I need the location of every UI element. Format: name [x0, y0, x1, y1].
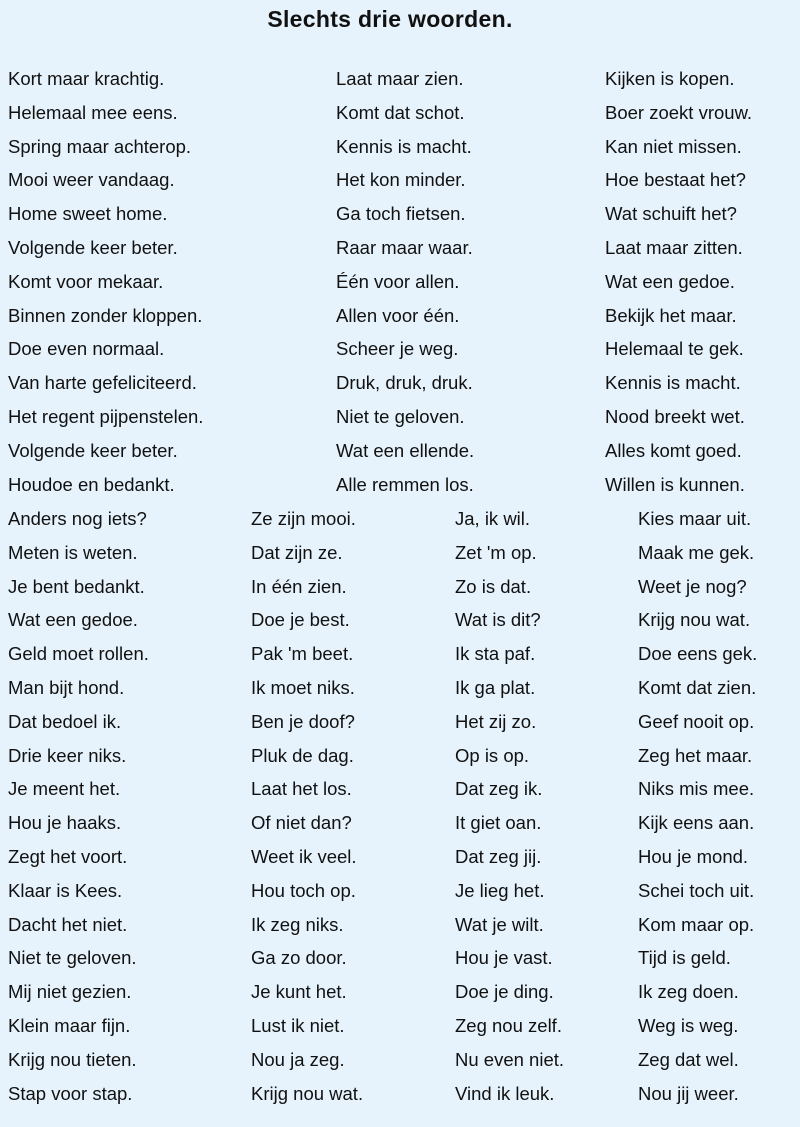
phrase-item: Van harte gefeliciteerd. [8, 372, 197, 394]
phrase-item: Het regent pijpenstelen. [8, 405, 204, 427]
phrase-item: Vind ik leuk. [455, 1082, 555, 1104]
phrase-item: Willen is kunnen. [605, 473, 745, 495]
phrase-item: Dacht het niet. [8, 913, 128, 935]
phrase-item: Ga toch fietsen. [336, 203, 466, 225]
phrase-item: Je meent het. [8, 778, 121, 800]
phrase-item: Kennis is macht. [605, 372, 741, 394]
phrase-item: Wat je wilt. [455, 913, 544, 935]
phrase-item: Schei toch uit. [638, 879, 755, 901]
phrase-item: Nood breekt wet. [605, 405, 745, 427]
phrase-item: Alle remmen los. [336, 473, 474, 495]
phrase-item: Dat bedoel ik. [8, 710, 122, 732]
phrase-item: Krijg nou wat. [638, 609, 751, 631]
phrase-item: Zet 'm op. [455, 541, 537, 563]
phrase-item: Kijk eens aan. [638, 812, 755, 834]
phrase-item: Mooi weer vandaag. [8, 169, 175, 191]
phrase-item: Geef nooit op. [638, 710, 755, 732]
phrase-item: Ga zo door. [251, 947, 347, 969]
phrase-item: Hou je mond. [638, 845, 749, 867]
phrase-item: Meten is weten. [8, 541, 138, 563]
phrase-item: Ik zeg niks. [251, 913, 344, 935]
phrase-item: Kennis is macht. [336, 135, 472, 157]
phrase-column-bottom-1 [8, 502, 149, 1110]
phrase-item: Niet te geloven. [8, 947, 137, 969]
phrase-item: Nou ja zeg. [251, 1048, 345, 1070]
phrase-item: Nou jij weer. [638, 1082, 739, 1104]
phrase-item: Hoe bestaat het? [605, 169, 746, 191]
phrase-item: Één voor allen. [336, 270, 460, 292]
phrase-item: Je bent bedankt. [8, 575, 145, 597]
phrase-item: Wat een gedoe. [8, 609, 138, 631]
phrase-item: Zegt het voort. [8, 845, 128, 867]
phrase-item: Allen voor één. [336, 304, 460, 326]
phrase-item: Nu even niet. [455, 1048, 565, 1070]
phrase-item: Helemaal te gek. [605, 338, 744, 360]
phrase-item: It giet oan. [455, 812, 542, 834]
phrase-item: Pluk de dag. [251, 744, 354, 766]
phrase-item: Wat is dit? [455, 609, 541, 631]
phrase-item: Doe eens gek. [638, 643, 758, 665]
phrase-item: Dat zeg ik. [455, 778, 543, 800]
phrase-item: Doe je best. [251, 609, 350, 631]
phrase-item: Het zij zo. [455, 710, 537, 732]
phrase-item: Kan niet missen. [605, 135, 742, 157]
phrase-item: Laat maar zien. [336, 68, 464, 89]
phrase-item: Ik zeg doen. [638, 981, 739, 1003]
phrase-item: Ja, ik wil. [455, 508, 531, 529]
phrase-item: Houdoe en bedankt. [8, 473, 175, 495]
phrase-column-top-1 [8, 62, 203, 501]
phrase-item: Geld moet rollen. [8, 643, 149, 665]
phrase-item: Dat zijn ze. [251, 541, 343, 563]
phrase-item: Krijg nou tieten. [8, 1048, 137, 1070]
phrase-item: Bekijk het maar. [605, 304, 737, 326]
phrase-item: Spring maar achterop. [8, 135, 192, 157]
phrase-item: Zeg het maar. [638, 744, 753, 766]
phrase-item: In één zien. [251, 575, 347, 597]
phrase-item: Op is op. [455, 744, 530, 766]
phrase-item: Binnen zonder kloppen. [8, 304, 203, 326]
phrase-item: Doe je ding. [455, 981, 554, 1003]
phrase-item: Weg is weg. [638, 1014, 739, 1036]
phrase-item: Alles komt goed. [605, 439, 742, 461]
phrase-item: Volgende keer beter. [8, 236, 178, 258]
phrase-column-top-2 [336, 62, 474, 501]
phrase-item: Helemaal mee eens. [8, 101, 178, 123]
phrase-item: Kijken is kopen. [605, 68, 735, 89]
phrase-item: Krijg nou wat. [251, 1082, 364, 1104]
phrase-item: Laat maar zitten. [605, 236, 743, 258]
phrase-item: Druk, druk, druk. [336, 372, 473, 394]
phrase-column-top-3 [605, 62, 752, 501]
phrase-item: Zeg dat wel. [638, 1048, 739, 1070]
phrase-item: Hou toch op. [251, 879, 356, 901]
phrase-column-bottom-4 [638, 502, 757, 1110]
phrase-item: Mij niet gezien. [8, 981, 132, 1003]
phrase-item: Je lieg het. [455, 879, 545, 901]
phrase-item: Laat het los. [251, 778, 352, 800]
phrase-item: Lust ik niet. [251, 1014, 345, 1036]
phrase-item: Doe even normaal. [8, 338, 165, 360]
phrase-item: Volgende keer beter. [8, 439, 178, 461]
phrase-item: Anders nog iets? [8, 508, 147, 529]
phrase-item: Home sweet home. [8, 203, 168, 225]
phrase-item: Hou je haaks. [8, 812, 122, 834]
phrase-item: Zeg nou zelf. [455, 1014, 562, 1036]
phrase-item: Niet te geloven. [336, 405, 465, 427]
phrase-item: Kort maar krachtig. [8, 68, 165, 89]
phrase-item: Ben je doof? [251, 710, 355, 732]
phrase-item: Het kon minder. [336, 169, 466, 191]
phrase-item: Boer zoekt vrouw. [605, 101, 753, 123]
phrase-item: Ik ga plat. [455, 676, 536, 698]
phrase-item: Zo is dat. [455, 575, 532, 597]
phrase-item: Tijd is geld. [638, 947, 731, 969]
page-title: Slechts drie woorden. [267, 6, 513, 32]
phrase-item: Komt dat schot. [336, 101, 465, 123]
phrase-item: Stap voor stap. [8, 1082, 133, 1104]
phrase-item: Wat een gedoe. [605, 270, 735, 292]
phrase-item: Drie keer niks. [8, 744, 127, 766]
phrase-item: Weet ik veel. [251, 845, 357, 867]
phrase-item: Man bijt hond. [8, 676, 125, 698]
phrase-column-bottom-3 [455, 502, 564, 1110]
phrase-item: Komt voor mekaar. [8, 270, 164, 292]
phrase-item: Kom maar op. [638, 913, 755, 935]
phrase-item: Scheer je weg. [336, 338, 459, 360]
phrase-item: Hou je vast. [455, 947, 553, 969]
phrase-item: Of niet dan? [251, 812, 352, 834]
phrase-item: Raar maar waar. [336, 236, 473, 258]
phrase-column-bottom-2 [251, 502, 363, 1110]
phrase-item: Ik moet niks. [251, 676, 355, 698]
phrase-item: Weet je nog? [638, 575, 747, 597]
phrase-item: Dat zeg jij. [455, 845, 542, 867]
phrase-item: Klein maar fijn. [8, 1014, 131, 1036]
phrase-item: Komt dat zien. [638, 676, 757, 698]
phrase-item: Wat schuift het? [605, 203, 737, 225]
phrase-item: Niks mis mee. [638, 778, 755, 800]
phrase-item: Kies maar uit. [638, 508, 752, 529]
phrase-item: Ik sta paf. [455, 643, 536, 665]
phrase-item: Ze zijn mooi. [251, 508, 356, 529]
phrase-item: Maak me gek. [638, 541, 755, 563]
phrase-item: Wat een ellende. [336, 439, 475, 461]
phrase-item: Pak 'm beet. [251, 643, 354, 665]
phrase-item: Klaar is Kees. [8, 879, 123, 901]
phrase-item: Je kunt het. [251, 981, 347, 1003]
